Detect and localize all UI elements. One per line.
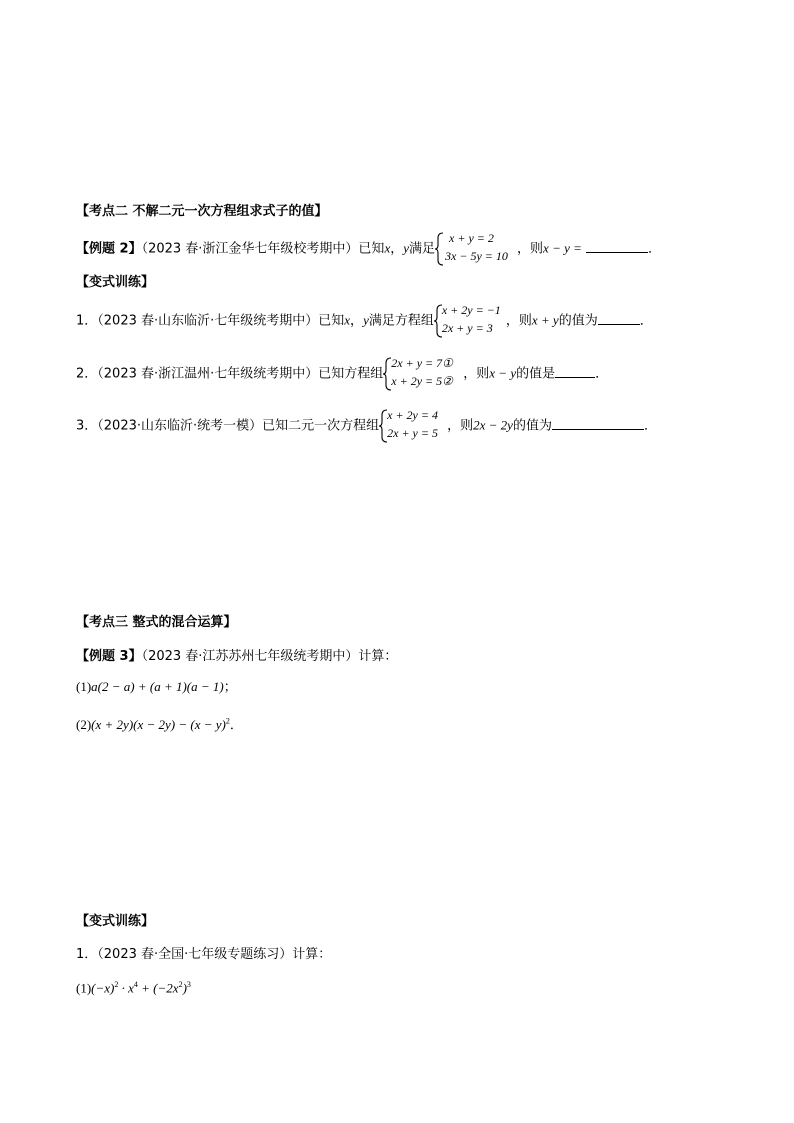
question-text-c: ，则 [447,418,474,434]
part-number: (1) [76,980,92,996]
var-x: x [344,312,351,328]
period: ． [639,313,653,329]
period: ． [643,418,657,434]
question-text-c: ，则 [505,313,532,329]
equation-1: x + 2y = −1 [441,303,501,317]
var-x: x [384,240,391,256]
exponent: 3 [186,980,191,989]
example-3-label: 【例题 3】 [76,649,142,664]
equation-system-q3 [379,409,447,443]
section-title-3: 【考点三 整式的混合运算】 [76,615,237,630]
question-text-d: 的值为 [512,418,552,434]
exponent: 2 [225,716,230,726]
equation-1: x + y = 2 [449,231,494,245]
question-2-1 [76,304,653,338]
part-number: (2) [76,717,92,732]
equation-2: 2x + y = 5 [387,426,438,440]
exponent: 2 [114,980,119,989]
expression-term: ) [182,980,187,996]
expression-term: + (−2x [137,980,179,996]
period: ． [595,366,609,382]
example-3-text: （2023 春·江苏苏州七年级统考期中）计算： [141,649,398,664]
expression-term: (−x) [91,980,115,996]
section-title-2: 【考点二 不解二元一次方程组求式子的值】 [76,204,328,219]
expression-term: · x [118,980,134,996]
answer-blank[interactable] [598,312,640,325]
question-2-2 [76,357,608,391]
exponent: 4 [133,980,138,989]
question-text-c: ，则 [463,366,490,382]
expression: 2x − 2y [473,417,513,433]
equation-system-q2 [383,357,463,391]
answer-blank[interactable] [552,417,644,430]
training-label-3: 【变式训练】 [76,914,155,929]
expression: (x + 2y)(x − 2y) − (x − y) [91,717,226,732]
var-y: y [363,312,369,328]
question-text: 3．（2023·山东临沂·统考一模）已知二元一次方程组 [76,418,380,434]
equation-2: 3x − 5y = 10 [445,249,508,263]
question-3-1: 1．（2023 春·全国·七年级专题练习）计算： [76,947,332,962]
example-3-part-1 [76,676,237,695]
training-label-2: 【变式训练】 [76,275,155,290]
answer-blank[interactable] [586,240,648,253]
part-number: (1) [76,679,92,694]
var-y: y [403,240,410,256]
question-text-d: 的值为 [558,313,598,329]
question-text: 1．（2023 春·山东临沂·七年级统考期中）已知 [76,313,345,329]
example-2-text-b: 满足 [409,241,436,257]
period: ． [229,718,243,733]
question-3-1-part-1 [76,980,191,996]
equation-2: x + 2y = 5② [391,374,453,388]
separator: ， [350,313,364,329]
example-3 [76,645,397,664]
equation-1: x + 2y = 4 [387,408,438,422]
answer-blank[interactable] [555,365,595,378]
question-text: 2．（2023 春·浙江温州·七年级统考期中）已知方程组 [76,366,384,382]
equation-system-ex2 [435,232,517,266]
brace-icon [435,232,445,266]
exponent: 2 [178,980,183,989]
equation-system-q1 [434,304,506,338]
question-text-b: 满足方程组 [368,313,434,329]
period: ． [648,241,662,257]
equation-2: 2x + y = 3 [441,321,493,335]
example-2 [76,232,661,266]
example-2-label: 【例题 2】 [76,241,142,257]
example-2-text: （2023 春·浙江金华七年级校考期中）已知 [141,241,385,257]
example-2-text-c: ，则 [517,241,544,257]
equation-1: 2x + y = 7① [391,356,453,370]
expression: x − y [489,365,517,381]
example-3-part-2 [76,714,243,733]
question-2-3 [76,409,657,443]
expression: x − y = [543,240,582,256]
expression: a(2 − a) + (a + 1)(a − 1) [91,679,224,694]
separator: ， [390,241,404,257]
semicolon: ； [223,680,237,695]
expression: x + y [531,312,559,328]
question-text-d: 的值是 [516,366,556,382]
